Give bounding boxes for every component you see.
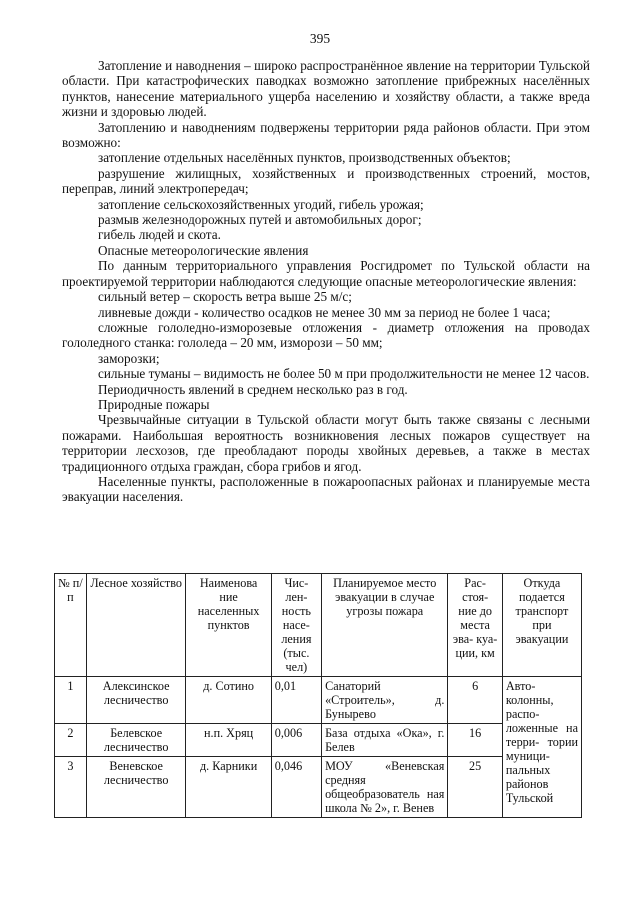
cell-settlement: н.п. Хряц <box>186 724 271 757</box>
cell-forestry: Веневское лесничество <box>86 757 186 818</box>
cell-forestry: Белевское лесничество <box>86 724 186 757</box>
cell-population: 0,01 <box>271 677 321 724</box>
header-transport: Откуда подается транспорт при эвакуации <box>502 574 581 677</box>
paragraph: Населенные пункты, расположенные в пожароопасных районах и планируемые места эвакуации населения. <box>62 473 590 505</box>
cell-forestry: Алексинское лесничество <box>86 677 186 724</box>
cell-settlement: д. Сотино <box>186 677 271 724</box>
header-distance: Рас- стоя- ние до места эва- куа- ции, км <box>448 574 502 677</box>
paragraph: затопление сельскохозяйственных угодий, гибель урожая; <box>98 196 424 212</box>
evacuation-table <box>54 573 582 818</box>
paragraph: Затопление и наводнения – широко распространённое явление на территории Тульской области. При катастрофических паводках возможно затопление прибрежных населённых пунктов, нанесение материального ущерба населению и хозяйству области, а также вреда жизни и здоровью людей. <box>62 58 590 120</box>
paragraph: сильные туманы – видимость не более 50 м при продолжительности не менее 12 часов. <box>98 366 590 382</box>
cell-num: 1 <box>55 677 87 724</box>
paragraph: ливневые дожди - количество осадков не менее 30 мм за период не более 1 часа; <box>98 304 551 320</box>
page-number: 395 <box>309 31 331 46</box>
cell-evac-place: База отдыха «Ока», г. Белев <box>322 724 448 757</box>
cell-distance: 6 <box>448 677 502 724</box>
cell-evac-place: Санаторий «Строитель», д. Буныревo <box>322 677 448 724</box>
header-num: № п/п <box>55 574 87 677</box>
header-settlement: Наименова ние населенных пунктов <box>186 574 271 677</box>
paragraph: Чрезвычайные ситуации в Тульской области могут быть также связаны с лесными пожарами. Наибольшая вероятность возникновения лесных пожаров существует на территории лесхозов, где преобладают породы хвойных деревьев, а также в местах традиционного отдыха граждан, сбора грибов и ягод. <box>62 412 590 474</box>
cell-num: 2 <box>55 724 87 757</box>
paragraph: затопление отдельных населённых пунктов, производственных объектов; <box>98 150 511 166</box>
paragraph: Периодичность явлений в среднем несколько раз в год. <box>98 381 408 397</box>
paragraph: Затоплению и наводнениям подвержены территории ряда районов области. При этом возможно: <box>62 119 590 151</box>
paragraph: Опасные метеорологические явления <box>98 242 309 258</box>
cell-population: 0,046 <box>271 757 321 818</box>
header-forestry: Лесное хозяйство <box>86 574 186 677</box>
cell-num: 3 <box>55 757 87 818</box>
paragraph: размыв железнодорожных путей и автомобильных дорог; <box>98 212 422 228</box>
table-header-row <box>55 574 582 677</box>
paragraph: сложные гололедно-изморозевые отложения - диаметр отложения на проводах гололедного станка: гололеда – 20 мм, изморози – 50 мм; <box>62 319 590 351</box>
cell-evac-place: МОУ «Веневская средняя общеобразователь ная школа № 2», г. Венев <box>322 757 448 818</box>
body-text <box>62 58 590 505</box>
cell-settlement: д. Карники <box>186 757 271 818</box>
cell-distance: 16 <box>448 724 502 757</box>
cell-population: 0,006 <box>271 724 321 757</box>
cell-transport: Авто- колонны, распо- ложенные на терри- тории муници- пальных районов Тульской <box>502 677 581 818</box>
cell-distance: 25 <box>448 757 502 818</box>
paragraph: разрушение жилищных, хозяйственных и производственных строений, мостов, переправ, линий электропередач; <box>62 165 590 197</box>
paragraph: По данным территориального управления Росгидромет по Тульской области на проектируемой территории наблюдаются следующие опасные метеорологические явления: <box>62 258 590 289</box>
paragraph: Природные пожары <box>98 396 210 412</box>
header-evac-place: Планируемое место эвакуации в случае угрозы пожара <box>322 574 448 677</box>
table-row <box>55 677 582 724</box>
paragraph: сильный ветер – скорость ветра выше 25 м/с; <box>98 289 352 305</box>
paragraph: заморозки; <box>98 350 160 366</box>
paragraph: гибель людей и скота. <box>98 227 221 243</box>
header-population: Чис- лен- ность насе- ления (тыс. чел) <box>271 574 321 677</box>
